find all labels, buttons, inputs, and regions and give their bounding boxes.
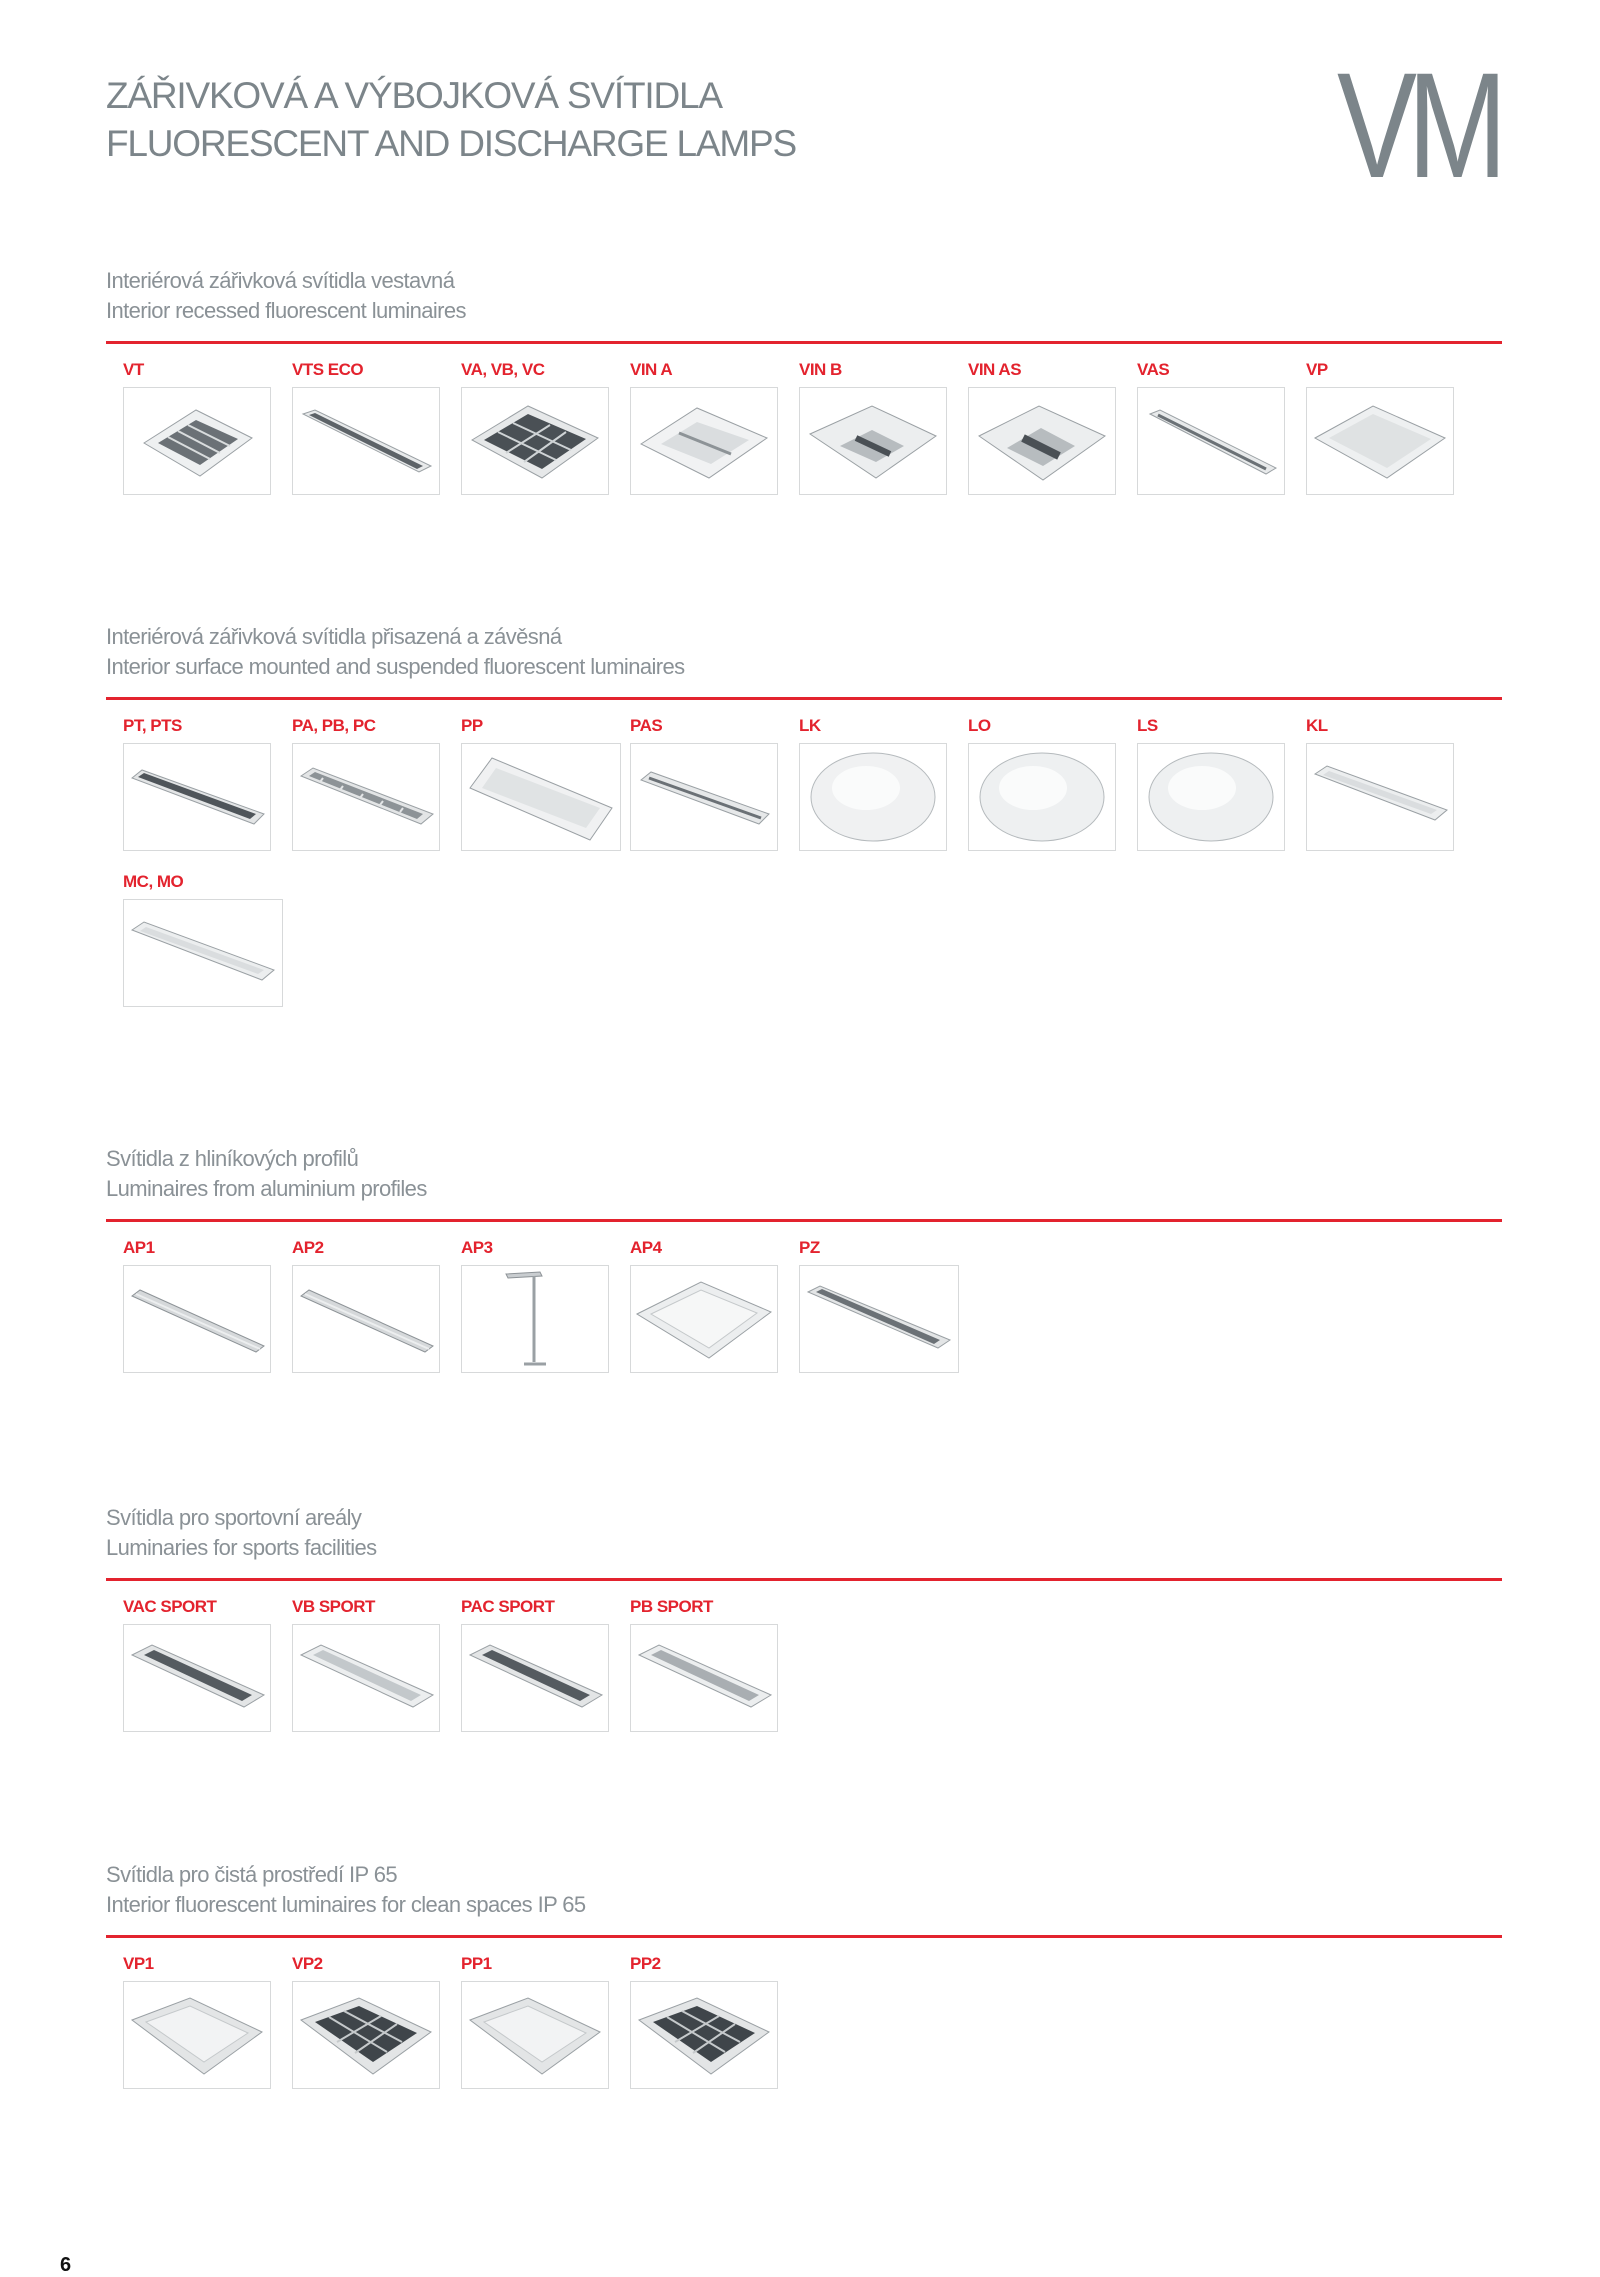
- square-louver-fixture-icon: [123, 387, 271, 495]
- section-title-english: Interior fluorescent luminaires for clean spaces IP 65: [106, 1892, 586, 1917]
- product-item[interactable]: [461, 716, 611, 736]
- grid-louver-fixture-icon: [461, 387, 609, 495]
- product-label: VB SPORT: [292, 1597, 375, 1616]
- product-item[interactable]: [123, 716, 273, 736]
- section-title-english: Luminaries for sports facilities: [106, 1535, 377, 1560]
- product-label: AP4: [630, 1238, 662, 1257]
- linear-profile-fixture-icon: [123, 1265, 271, 1373]
- section-title-english: Interior recessed fluorescent luminaires: [106, 298, 466, 323]
- product-label: VAS: [1137, 360, 1170, 379]
- linear-louver-fixture-icon: [123, 1624, 271, 1732]
- product-label: KL: [1306, 716, 1328, 735]
- linear-louver-fixture-icon: [630, 1624, 778, 1732]
- product-label: VP2: [292, 1954, 323, 1973]
- product-item[interactable]: [799, 360, 949, 380]
- section-surface-mounted: [106, 622, 1502, 891]
- product-label: MC, MO: [123, 872, 184, 891]
- product-item[interactable]: [968, 360, 1118, 380]
- product-label: AP3: [461, 1238, 493, 1257]
- grid-louver-fixture-icon: [630, 1981, 778, 2089]
- indirect-louver-fixture-icon: [968, 387, 1116, 495]
- linear-louver-fixture-icon: [292, 387, 440, 495]
- product-item[interactable]: [1137, 716, 1287, 736]
- section-title-czech: Svítidla pro čistá prostředí IP 65: [106, 1862, 398, 1887]
- section-clean-spaces: [106, 1860, 1502, 1973]
- section-recessed: [106, 266, 1502, 379]
- square-panel-fixture-icon: [123, 1981, 271, 2089]
- floor-lamp-icon: [461, 1265, 609, 1373]
- product-label: VTS ECO: [292, 360, 364, 379]
- round-dome-fixture-icon: [799, 743, 947, 851]
- product-label: PAS: [630, 716, 663, 735]
- product-label: AP1: [123, 1238, 155, 1257]
- product-item[interactable]: [123, 1597, 273, 1617]
- linear-profile-fixture-icon: [292, 1265, 440, 1373]
- section-divider: [106, 341, 1502, 344]
- indirect-louver-fixture-icon: [799, 387, 947, 495]
- product-item[interactable]: [123, 1238, 273, 1258]
- product-item[interactable]: [292, 1954, 442, 1974]
- product-item[interactable]: [292, 716, 442, 736]
- linear-louver-fixture-icon: [799, 1265, 959, 1373]
- product-label: VT: [123, 360, 144, 379]
- linear-diffuser-fixture-icon: [461, 743, 621, 851]
- square-panel-fixture-icon: [461, 1981, 609, 2089]
- product-item[interactable]: [461, 1597, 611, 1617]
- product-item[interactable]: [461, 1954, 611, 1974]
- product-item[interactable]: [630, 1238, 780, 1258]
- product-item[interactable]: [1306, 360, 1456, 380]
- product-item[interactable]: [461, 1238, 611, 1258]
- section-aluminium-profiles: [106, 1144, 1502, 1257]
- product-label: PB SPORT: [630, 1597, 713, 1616]
- product-item[interactable]: [630, 716, 780, 736]
- product-item[interactable]: [799, 716, 949, 736]
- section-title-czech: Interiérová zářivková svítidla přisazená a závěsná: [106, 624, 562, 649]
- square-panel-fixture-icon: [630, 1265, 778, 1373]
- product-label: PP1: [461, 1954, 492, 1973]
- product-label: VP1: [123, 1954, 154, 1973]
- linear-diffuser-fixture-icon: [1306, 743, 1454, 851]
- linear-slim-fixture-icon: [1137, 387, 1285, 495]
- product-label: VIN B: [799, 360, 842, 379]
- product-item[interactable]: [461, 360, 611, 380]
- section-title-english: Luminaires from aluminium profiles: [106, 1176, 427, 1201]
- linear-diffuser-fixture-icon: [123, 899, 283, 1007]
- section-title-czech: Svítidla pro sportovní areály: [106, 1505, 362, 1530]
- section-sports: [106, 1503, 1502, 1616]
- section-divider: [106, 1935, 1502, 1938]
- product-label: PAC SPORT: [461, 1597, 555, 1616]
- product-item[interactable]: [1306, 716, 1456, 736]
- section-title-czech: Svítidla z hliníkových profilů: [106, 1146, 359, 1171]
- product-label: PT, PTS: [123, 716, 182, 735]
- page-number: 6: [60, 2254, 72, 2276]
- product-item[interactable]: [630, 1597, 780, 1617]
- grid-louver-fixture-icon: [292, 1981, 440, 2089]
- linear-louver-fixture-icon: [461, 1624, 609, 1732]
- product-label: LO: [968, 716, 991, 735]
- linear-slim-fixture-icon: [630, 743, 778, 851]
- round-dome-fixture-icon: [968, 743, 1116, 851]
- product-item[interactable]: [1137, 360, 1287, 380]
- product-item[interactable]: [123, 360, 273, 380]
- product-item[interactable]: [292, 1597, 442, 1617]
- product-label: VA, VB, VC: [461, 360, 545, 379]
- section-divider: [106, 1578, 1502, 1581]
- product-label: VP: [1306, 360, 1328, 379]
- round-dome-fixture-icon: [1137, 743, 1285, 851]
- linear-louver-fixture-icon: [292, 743, 440, 851]
- indirect-square-fixture-icon: [630, 387, 778, 495]
- product-item[interactable]: [292, 1238, 442, 1258]
- product-item[interactable]: [799, 1238, 949, 1258]
- product-label: VIN AS: [968, 360, 1022, 379]
- page-title-english: FLUORESCENT AND DISCHARGE LAMPS: [106, 123, 796, 164]
- brand-mark: VM: [1337, 41, 1498, 209]
- section-title-english: Interior surface mounted and suspended fluorescent luminaires: [106, 654, 685, 679]
- product-label: VAC SPORT: [123, 1597, 217, 1616]
- product-item[interactable]: [292, 360, 442, 380]
- product-label: LK: [799, 716, 821, 735]
- section-divider: [106, 697, 1502, 700]
- section-divider: [106, 1219, 1502, 1222]
- product-label: LS: [1137, 716, 1158, 735]
- product-item[interactable]: [968, 716, 1118, 736]
- product-label: AP2: [292, 1238, 324, 1257]
- product-item[interactable]: [630, 360, 780, 380]
- linear-louver-fixture-icon: [123, 743, 271, 851]
- linear-louver-fixture-icon: [292, 1624, 440, 1732]
- product-label: PZ: [799, 1238, 820, 1257]
- product-label: PP: [461, 716, 483, 735]
- square-panel-fixture-icon: [1306, 387, 1454, 495]
- product-item[interactable]: [630, 1954, 780, 1974]
- section-title-czech: Interiérová zářivková svítidla vestavná: [106, 268, 455, 293]
- product-label: PA, PB, PC: [292, 716, 376, 735]
- product-item[interactable]: [123, 872, 273, 892]
- product-label: PP2: [630, 1954, 661, 1973]
- product-label: VIN A: [630, 360, 673, 379]
- product-item[interactable]: [123, 1954, 273, 1974]
- page-title-czech: ZÁŘIVKOVÁ A VÝBOJKOVÁ SVÍTIDLA: [106, 75, 722, 116]
